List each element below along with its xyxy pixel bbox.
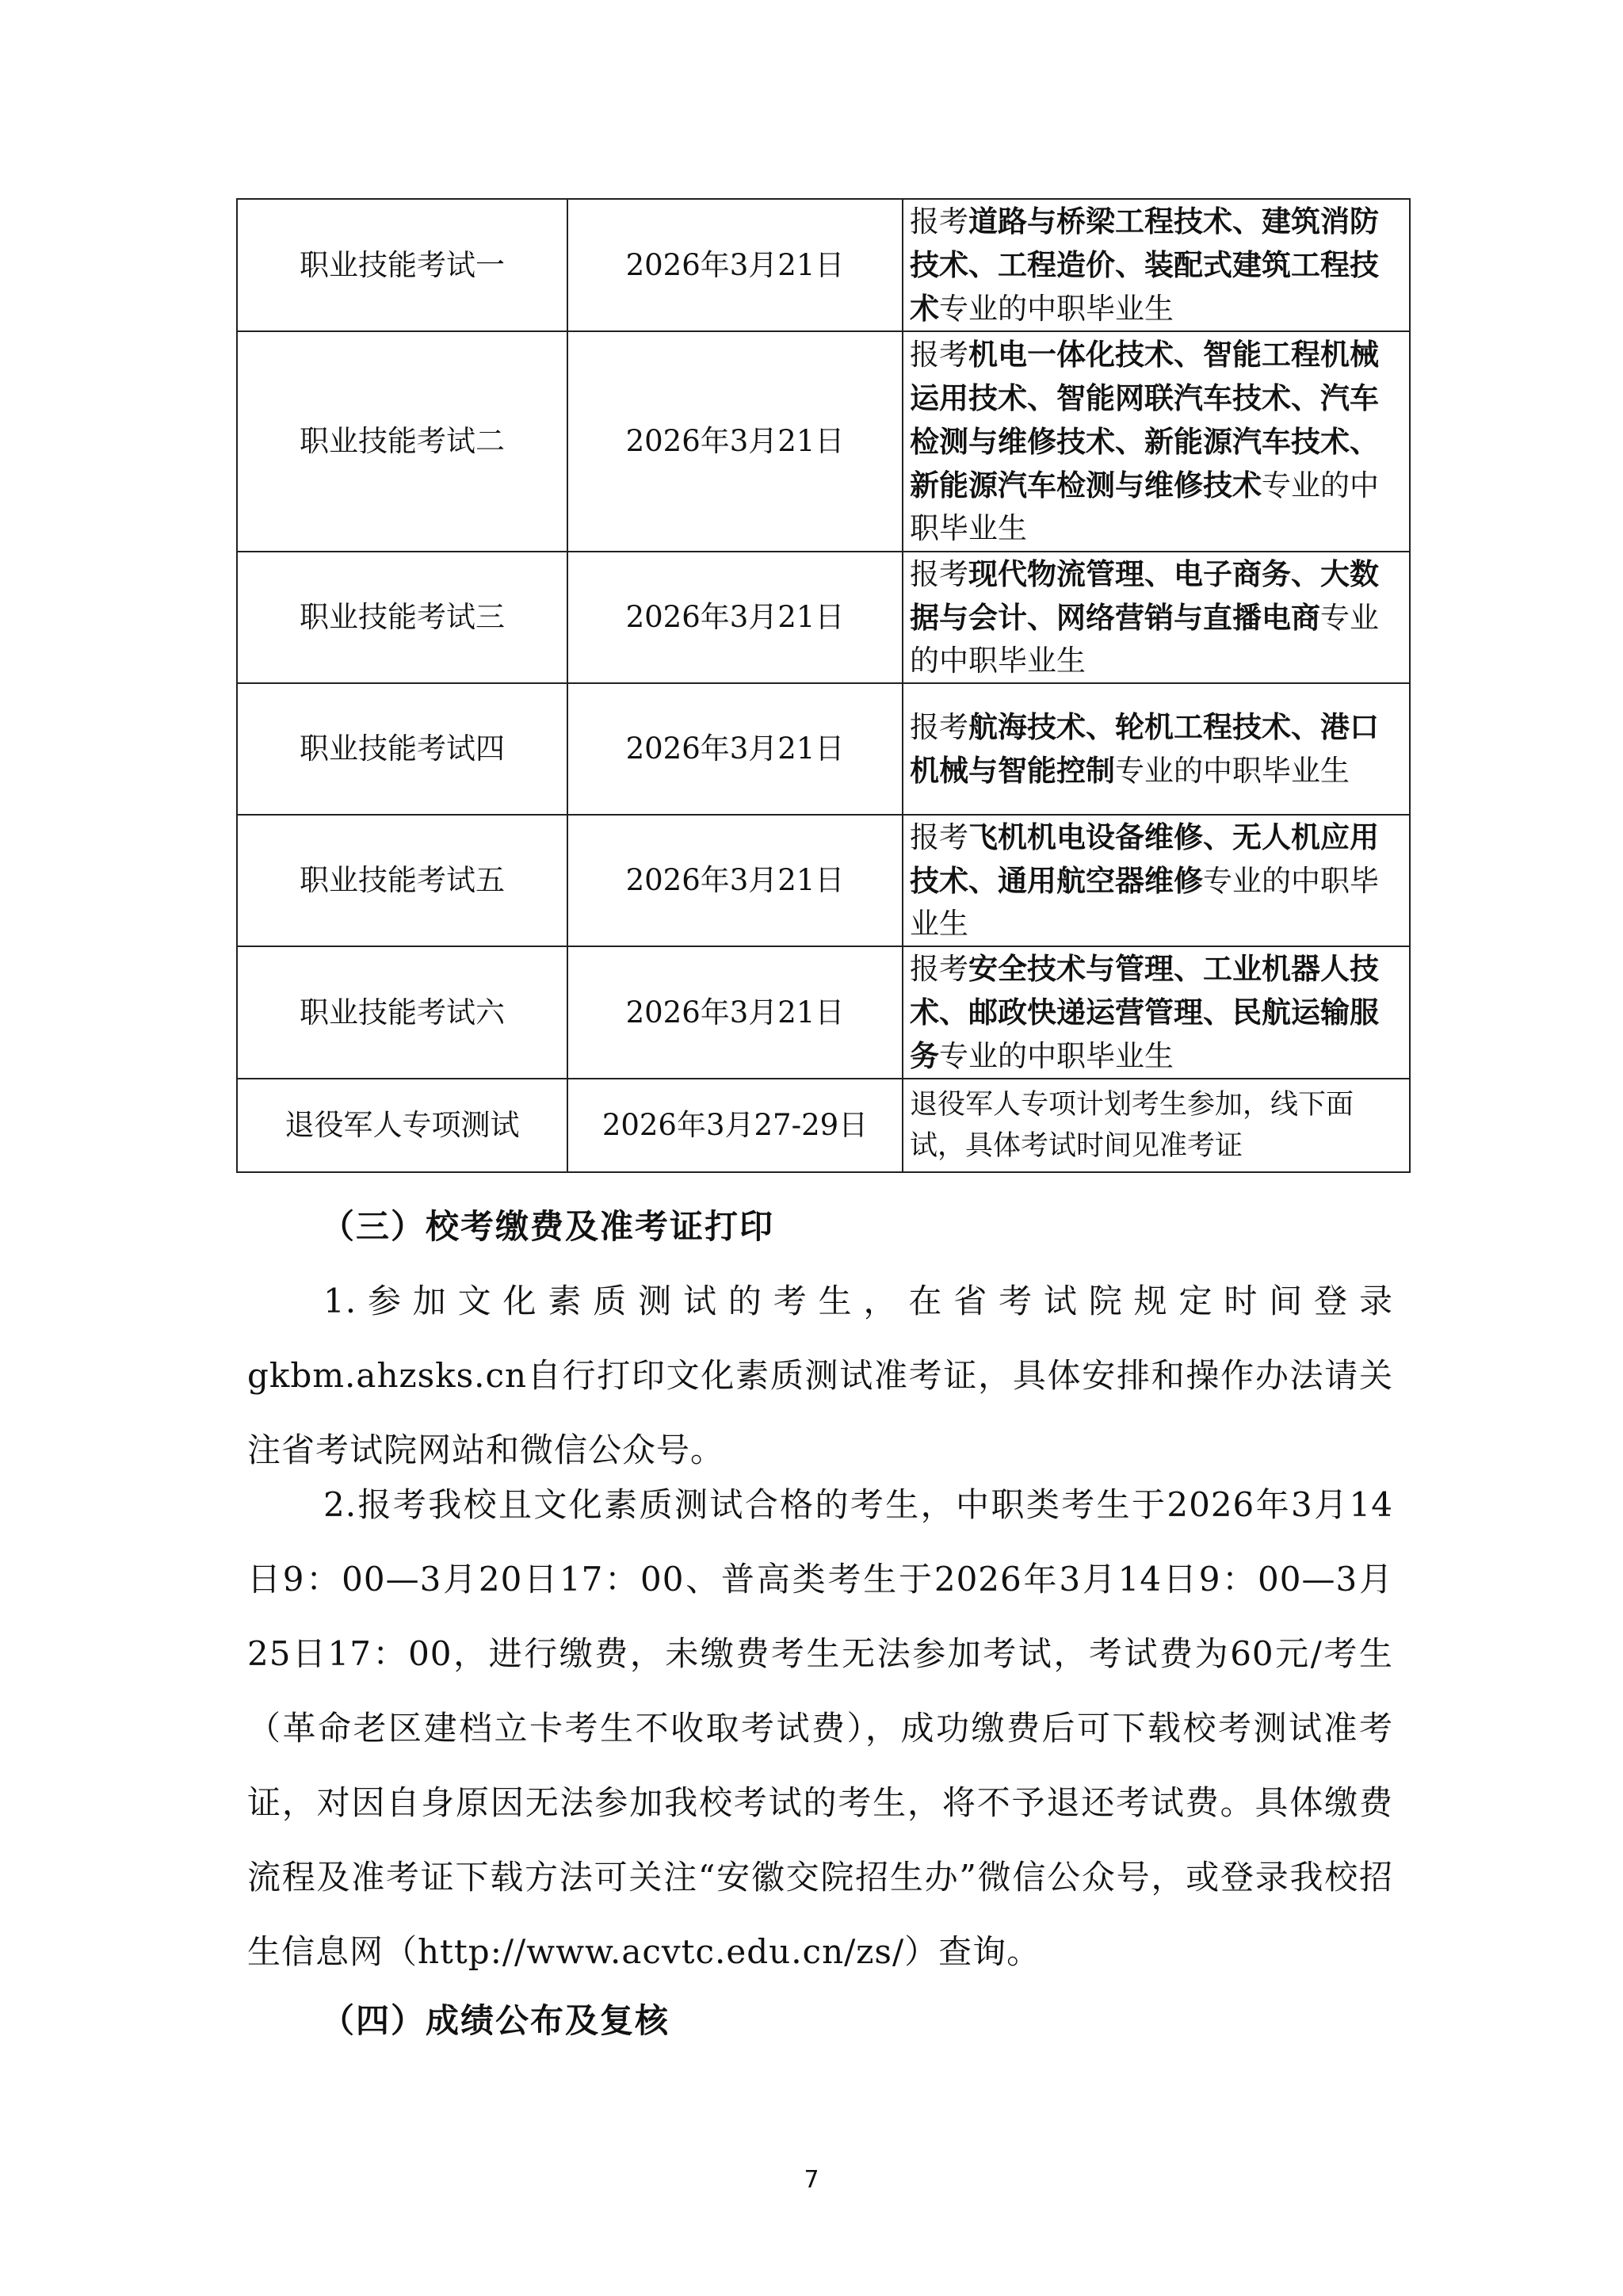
table-row <box>237 1079 1410 1172</box>
scope-prefix: 报考 <box>910 204 968 239</box>
exam-date-cell: 2026年3月21日 <box>567 331 903 552</box>
exam-name-cell: 职业技能考试四 <box>237 683 567 815</box>
exam-scope-cell <box>903 199 1410 331</box>
table-row <box>237 683 1410 815</box>
scope-prefix: 报考 <box>910 557 968 591</box>
exam-scope-cell <box>903 815 1410 946</box>
exam-date-cell: 2026年3月21日 <box>567 683 903 815</box>
scope-suffix: 专业的中职毕业生 <box>910 468 1379 545</box>
exam-scope-cell <box>903 331 1410 552</box>
scope-prefix: 报考 <box>910 338 968 372</box>
exam-scope-cell <box>903 683 1410 815</box>
page-number: 7 <box>804 2166 819 2194</box>
exam-schedule-table <box>236 198 1411 1173</box>
paragraph-text: 2.报考我校且文化素质测试合格的考生，中职类考生于2026年3月14日9：00—3月20日17：00、普高类考生于2026年3月14日9：00—3月25日17：00，进行缴费，未缴费考生无法参加考试，考试费为60元/考生（革命老区建档立卡考生不收取考试费），成功缴费后可下载校考测试准考证，对因自身原因无法参加我校考试的考生，将不予退还考试费。具体缴费流程及准考证下载方法可关注“安徽交院招生办”微信公众号，或登录我校招生信息网（http://www.acvtc.edu.cn/zs/）查询。 <box>247 1485 1393 1971</box>
scope-majors: 机电一体化技术、智能工程机械运用技术、智能网联汽车技术、汽车检测与维修技术、新能源汽车技术、新能源汽车检测与维修技术 <box>910 337 1379 502</box>
scope-prefix: 报考 <box>910 952 968 986</box>
scope-suffix: 专业的中职毕业生 <box>939 292 1174 326</box>
exam-name-cell: 职业技能考试一 <box>237 199 567 331</box>
table-row <box>237 815 1410 946</box>
section-heading-score-release: （四）成绩公布及复核 <box>321 2001 670 2040</box>
scope-majors: 飞机机电设备维修、无人机应用技术、通用航空器维修 <box>910 819 1379 898</box>
scope-majors: 航海技术、轮机工程技术、港口机械与智能控制 <box>910 709 1379 788</box>
table-row <box>237 946 1410 1079</box>
exam-date-cell: 2026年3月27-29日 <box>567 1079 903 1172</box>
table-row <box>237 552 1410 683</box>
exam-date-cell: 2026年3月21日 <box>567 815 903 946</box>
scope-suffix: 专业的中职毕业生 <box>939 1039 1174 1073</box>
scope-suffix: 专业的中职毕业生 <box>1115 754 1350 788</box>
scope-suffix: 专业的中职毕业生 <box>910 601 1379 678</box>
paragraph-school-exam-fee <box>247 1468 1393 1989</box>
scope-majors: 安全技术与管理、工业机器人技术、邮政快递运营管理、民航运输服务 <box>910 951 1379 1073</box>
exam-scope-cell: 退役军人专项计划考生参加，线下面试，具体考试时间见准考证 <box>903 1079 1410 1172</box>
scope-prefix: 报考 <box>910 710 968 744</box>
exam-date-cell: 2026年3月21日 <box>567 946 903 1079</box>
exam-name-cell: 退役军人专项测试 <box>237 1079 567 1172</box>
table-row <box>237 199 1410 331</box>
exam-name-cell: 职业技能考试二 <box>237 331 567 552</box>
exam-scope-cell <box>903 552 1410 683</box>
exam-name-cell: 职业技能考试五 <box>237 815 567 946</box>
exam-name-cell: 职业技能考试三 <box>237 552 567 683</box>
exam-date-cell: 2026年3月21日 <box>567 552 903 683</box>
paragraph-text: 1.参加文化素质测试的考生，在省考试院规定时间登录gkbm.ahzsks.cn自行打印文化素质测试准考证，具体安排和操作办法请关注省考试院网站和微信公众号。 <box>247 1282 1393 1469</box>
exam-name-cell: 职业技能考试六 <box>237 946 567 1079</box>
exam-date-cell: 2026年3月21日 <box>567 199 903 331</box>
exam-scope-cell <box>903 946 1410 1079</box>
table-row <box>237 331 1410 552</box>
scope-suffix: 专业的中职毕业生 <box>910 864 1379 941</box>
scope-majors: 道路与桥梁工程技术、建筑消防技术、工程造价、装配式建筑工程技术 <box>910 204 1379 326</box>
scope-prefix: 报考 <box>910 820 968 854</box>
paragraph-cultural-test-ticket <box>247 1264 1393 1488</box>
scope-majors: 现代物流管理、电子商务、大数据与会计、网络营销与直播电商 <box>910 556 1379 635</box>
section-heading-fee-and-admission-ticket: （三）校考缴费及准考证打印 <box>321 1207 775 1246</box>
